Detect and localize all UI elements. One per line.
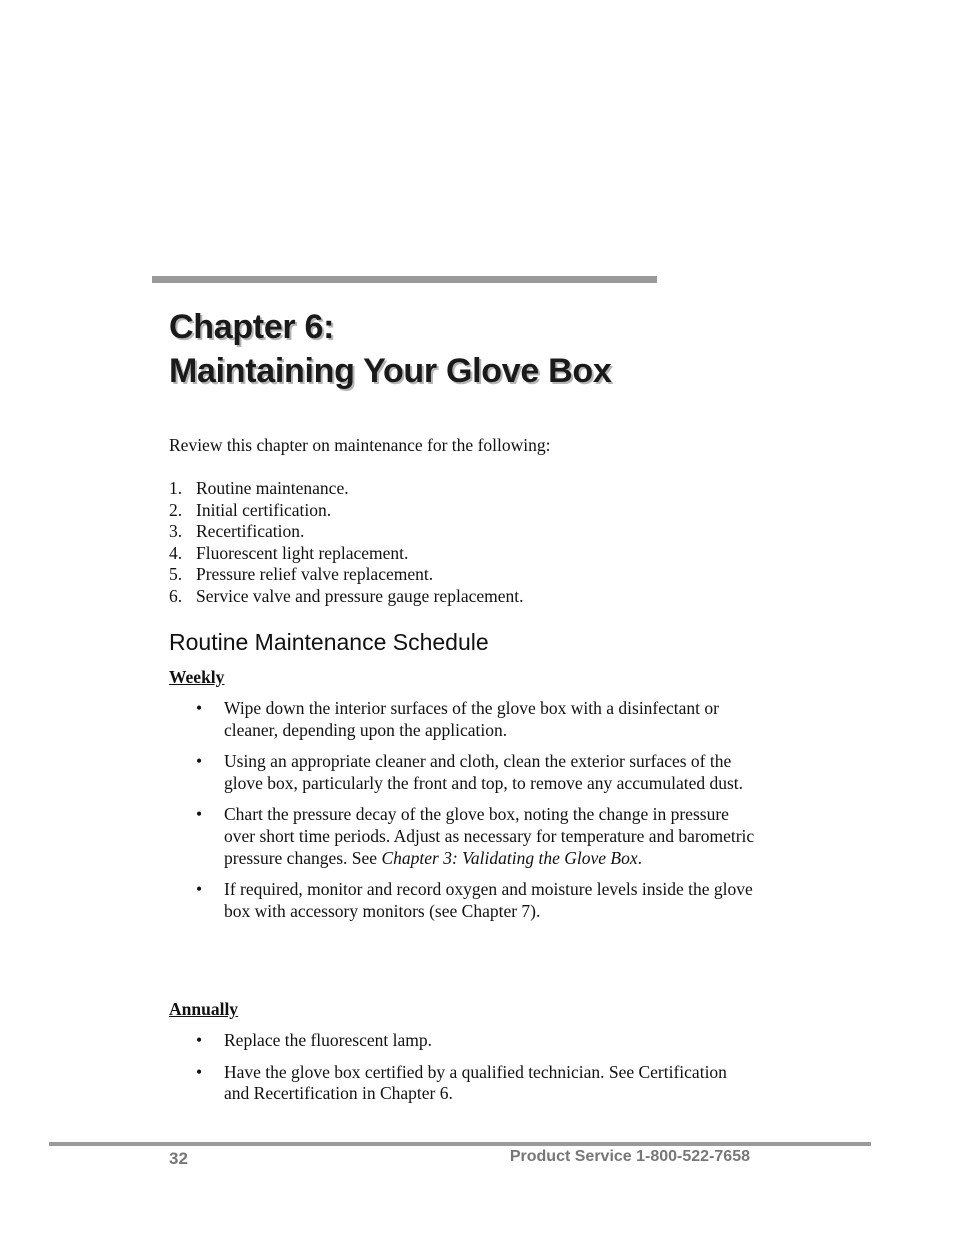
list-item-number: 3. (169, 521, 183, 542)
list-item (196, 804, 756, 869)
chapter-title (169, 305, 611, 393)
bullet-icon: • (196, 1061, 203, 1082)
list-item-text: Wipe down the interior surfaces of the glove box with a disinfectant or cleaner, depending upon the application. (224, 698, 719, 740)
topics-list (169, 478, 523, 608)
list-item (196, 879, 756, 922)
bullet-icon: • (196, 1030, 203, 1050)
annually-heading: Annually (169, 999, 239, 1019)
section-heading: Routine Maintenance Schedule (169, 629, 489, 655)
list-item (169, 521, 523, 543)
weekly-tasks-list (196, 698, 756, 932)
bullet-icon: • (196, 879, 203, 900)
list-item-text: Replace the fluorescent lamp. (224, 1030, 432, 1050)
bullet-icon: • (196, 804, 203, 825)
list-item-number: 1. (169, 478, 183, 498)
list-item-number: 2. (169, 499, 183, 520)
list-item-text: Chart the pressure decay of the glove box, noting the change in pressure over short time periods. Adjust as necessary for temperature and barometric pressure changes. See (224, 804, 755, 868)
weekly-heading: Weekly (169, 667, 225, 687)
page-number: 32 (169, 1149, 188, 1168)
list-item-text: Pressure relief valve replacement. (196, 564, 434, 585)
list-item (169, 478, 523, 500)
list-item-number: 4. (169, 542, 183, 563)
list-item-text: Recertification. (196, 521, 305, 542)
list-item (169, 500, 523, 522)
bullet-icon: • (196, 751, 203, 772)
list-item-text: Service valve and pressure gauge replacement. (196, 585, 524, 606)
list-item (169, 586, 523, 608)
list-item-number: 5. (169, 564, 183, 585)
footer-rule (49, 1142, 871, 1146)
list-item-text-end: . (637, 847, 642, 868)
list-item-text: Fluorescent light replacement. (196, 542, 409, 563)
footer-service-phone: Product Service 1-800-522-7658 (509, 1148, 750, 1165)
chapter-reference: Chapter 3: Validating the Glove Box (381, 847, 638, 868)
chapter-number: Chapter 6: (169, 308, 335, 346)
list-item (196, 1030, 756, 1052)
list-item (196, 751, 756, 794)
list-item-text: Routine maintenance. (196, 478, 349, 498)
list-item-text: Have the glove box certified by a qualified technician. See Certification and Recertification in Chapter 6. (224, 1061, 727, 1104)
list-item-number: 6. (169, 585, 183, 606)
list-item (196, 698, 756, 741)
intro-paragraph: Review this chapter on maintenance for the following: (169, 435, 551, 455)
list-item (196, 1062, 756, 1105)
annual-tasks-list (196, 1030, 756, 1115)
list-item-text: If required, monitor and record oxygen and moisture levels inside the glove box with accessory monitors (see Chapter 7). (224, 879, 753, 921)
bullet-icon: • (196, 698, 203, 718)
list-item-text: Initial certification. (196, 499, 332, 520)
chapter-top-rule (152, 276, 657, 283)
list-item (169, 564, 523, 586)
chapter-name: Maintaining Your Glove Box (169, 352, 612, 390)
list-item-text: Using an appropriate cleaner and cloth, clean the exterior surfaces of the glove box, particularly the front and top, to remove any accumulated dust. (224, 751, 744, 793)
list-item (169, 543, 523, 565)
